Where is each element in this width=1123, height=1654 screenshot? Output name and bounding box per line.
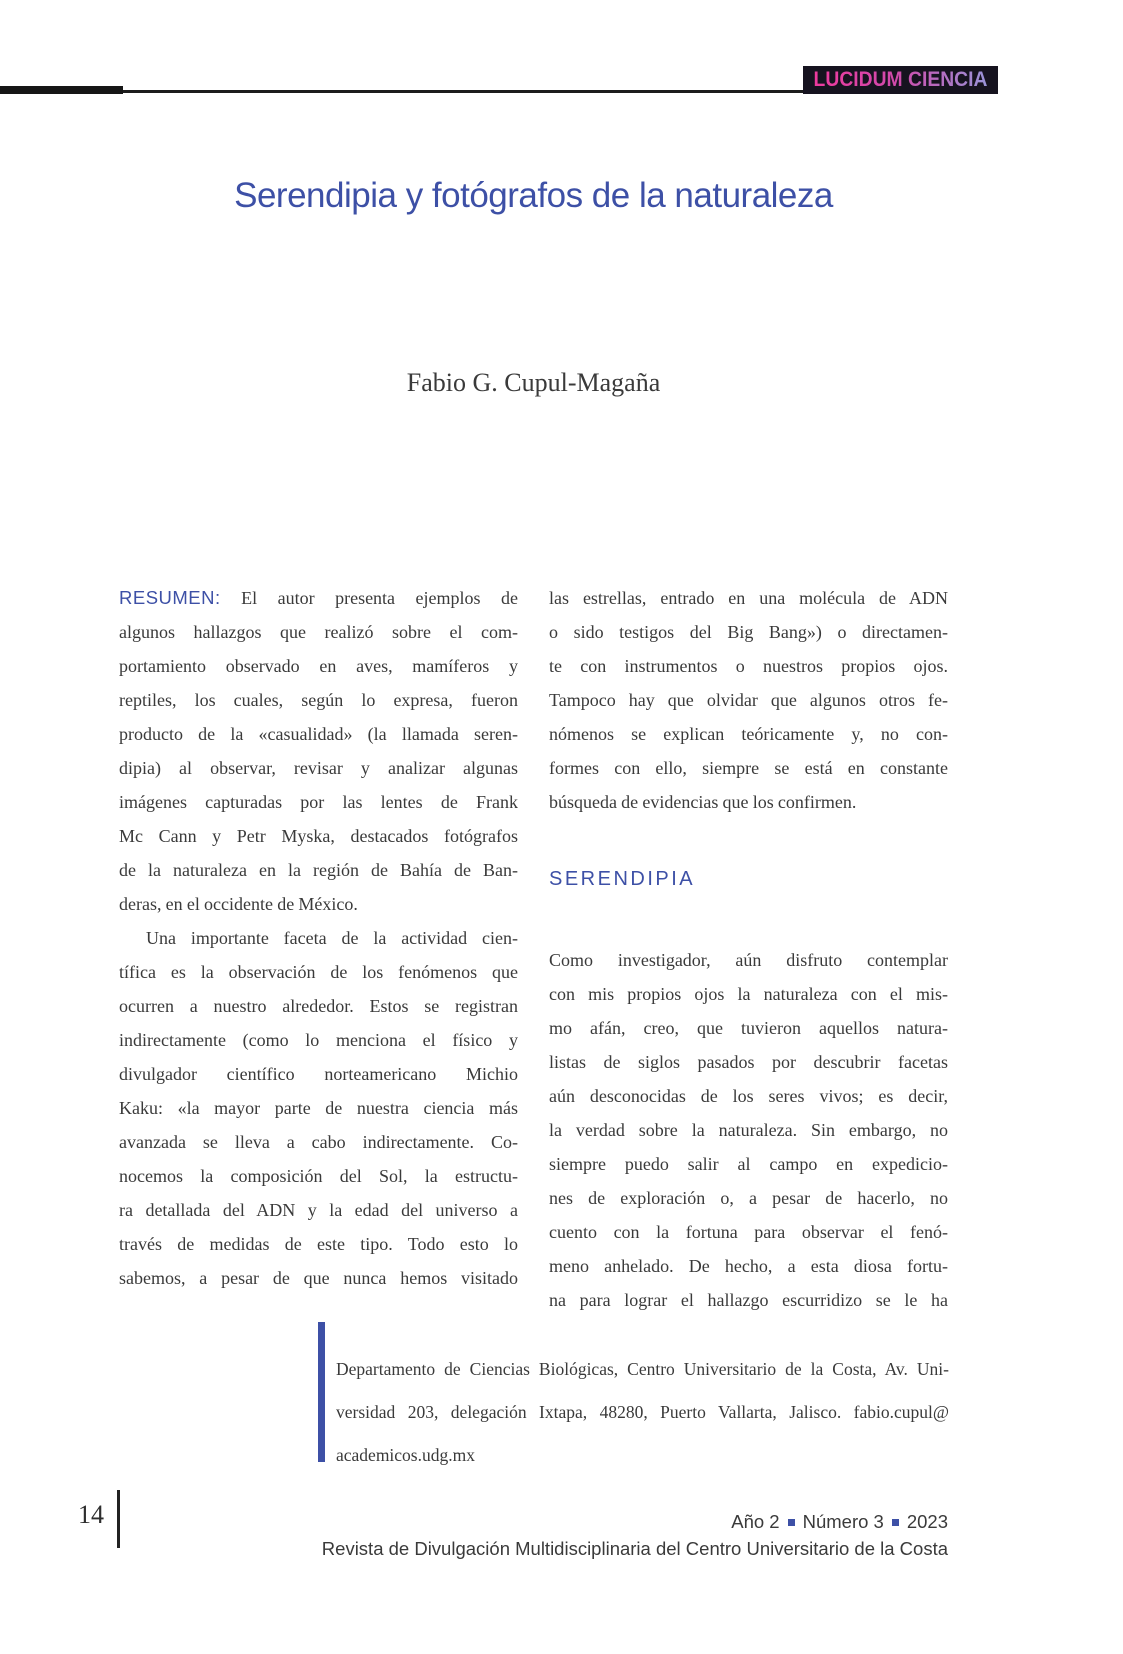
issue-number: Número 3	[802, 1511, 884, 1532]
text-line: ocurren a nuestro alrededor. Estos se registran	[119, 996, 518, 1016]
text-line: meno anhelado. De hecho, a esta diosa fortu-	[549, 1256, 948, 1276]
text-line: o sido testigos del Big Bang») o directamen-	[549, 622, 948, 642]
journal-logo	[803, 66, 998, 94]
text-line: dipia) al observar, revisar y analizar algunas	[119, 758, 518, 778]
square-separator-icon	[892, 1519, 899, 1526]
square-separator-icon	[788, 1519, 795, 1526]
text-line: las estrellas, entrado en una molécula de ADN	[549, 588, 948, 608]
text-line: Departamento de Ciencias Biológicas, Centro Universitario de la Costa, Av. Uni-	[336, 1359, 949, 1379]
text-line: ra detallada del ADN y la edad del universo a	[119, 1200, 518, 1220]
resumen-first-line: El autor presenta ejemplos de	[241, 588, 518, 608]
issue-year: Año 2	[731, 1511, 780, 1532]
column-left	[119, 581, 518, 1295]
text-line: reptiles, los cuales, según lo expresa, fueron	[119, 690, 518, 710]
author-affiliation-footnote	[336, 1348, 949, 1477]
continuation-paragraph	[549, 581, 948, 819]
text-line: versidad 203, delegación Ixtapa, 48280, Puerto Vallarta, Jalisco. fabio.cupul@	[336, 1402, 949, 1422]
text-line: con mis propios ojos la naturaleza con el mis-	[549, 984, 948, 1004]
journal-logo-text: LUCIDUM CIENCIA	[813, 68, 988, 91]
text-line: indirectamente (como lo menciona el físico y	[119, 1030, 518, 1050]
text-line: formes con ello, siempre se está en constante	[549, 758, 948, 778]
text-line: divulgador científico norteamericano Michio	[119, 1064, 518, 1084]
column-right	[549, 581, 948, 1317]
text-line: imágenes capturadas por las lentes de Frank	[119, 792, 518, 812]
text-line: búsqueda de evidencias que los confirmen.	[549, 792, 857, 812]
author-name: Fabio G. Cupul-Magaña	[406, 368, 661, 397]
text-line: nocemos la composición del Sol, la estructu-	[119, 1166, 518, 1186]
text-line: listas de siglos pasados por descubrir facetas	[549, 1052, 948, 1072]
text-line: nes de exploración o, a pesar de hacerlo, no	[549, 1188, 948, 1208]
text-line	[119, 581, 518, 615]
footnote-accent-bar	[318, 1322, 325, 1462]
text-line: la verdad sobre la naturaleza. Sin embargo, no	[549, 1120, 948, 1140]
text-line: Kaku: «la mayor parte de nuestra ciencia más	[119, 1098, 518, 1118]
text-line: producto de la «casualidad» (la llamada seren-	[119, 724, 518, 744]
page-number: 14	[78, 1500, 104, 1529]
text-line: algunos hallazgos que realizó sobre el com-	[119, 622, 518, 642]
article-title: Serendipia y fotógrafos de la naturaleza	[234, 176, 833, 215]
text-line: nómenos se explican teóricamente y, no con-	[549, 724, 948, 744]
text-line: portamiento observado en aves, mamíferos y	[119, 656, 518, 676]
text-line: na para lograr el hallazgo escurridizo se le ha	[549, 1290, 948, 1310]
text-line: siempre puedo salir al campo en expedicio-	[549, 1154, 948, 1174]
journal-name-line: Revista de Divulgación Multidisciplinaria del Centro Universitario de la Costa	[321, 1538, 948, 1559]
text-line: través de medidas de este tipo. Todo esto lo	[119, 1234, 518, 1254]
text-line: Tampoco hay que olvidar que algunos otros fe-	[549, 690, 948, 710]
text-line: tífica es la observación de los fenómenos que	[119, 962, 518, 982]
abstract-paragraph	[119, 615, 518, 921]
text-line: deras, en el occidente de México.	[119, 894, 358, 914]
serendipia-paragraph	[549, 943, 948, 1317]
issue-line	[248, 1508, 948, 1535]
text-line: academicos.udg.mx	[336, 1445, 475, 1465]
header-rule-thick	[0, 86, 123, 94]
issue-date: 2023	[906, 1511, 948, 1532]
intro-paragraph	[119, 921, 518, 1295]
text-line: cuento con la fortuna para observar el fenó-	[549, 1222, 948, 1242]
section-heading-serendipia: SERENDIPIA	[549, 868, 696, 890]
text-line: sabemos, a pesar de que nunca hemos visitado	[119, 1268, 518, 1288]
text-line: aún desconocidas de los seres vivos; es decir,	[549, 1086, 948, 1106]
text-line: mo afán, creo, que tuvieron aquellos natura-	[549, 1018, 948, 1038]
text-line: te con instrumentos o nuestros propios ojos.	[549, 656, 948, 676]
footer-issue-info	[248, 1508, 948, 1562]
resumen-label: RESUMEN:	[119, 587, 221, 608]
text-line: Una importante faceta de la actividad cien-	[146, 928, 518, 948]
text-line: avanzada se lleva a cabo indirectamente. Co-	[119, 1132, 518, 1152]
page-number-rule	[117, 1490, 120, 1548]
text-line: de la naturaleza en la región de Bahía de Ban-	[119, 860, 518, 880]
text-line: Mc Cann y Petr Myska, destacados fotógrafos	[119, 826, 518, 846]
text-line: Como investigador, aún disfruto contemplar	[549, 950, 948, 970]
